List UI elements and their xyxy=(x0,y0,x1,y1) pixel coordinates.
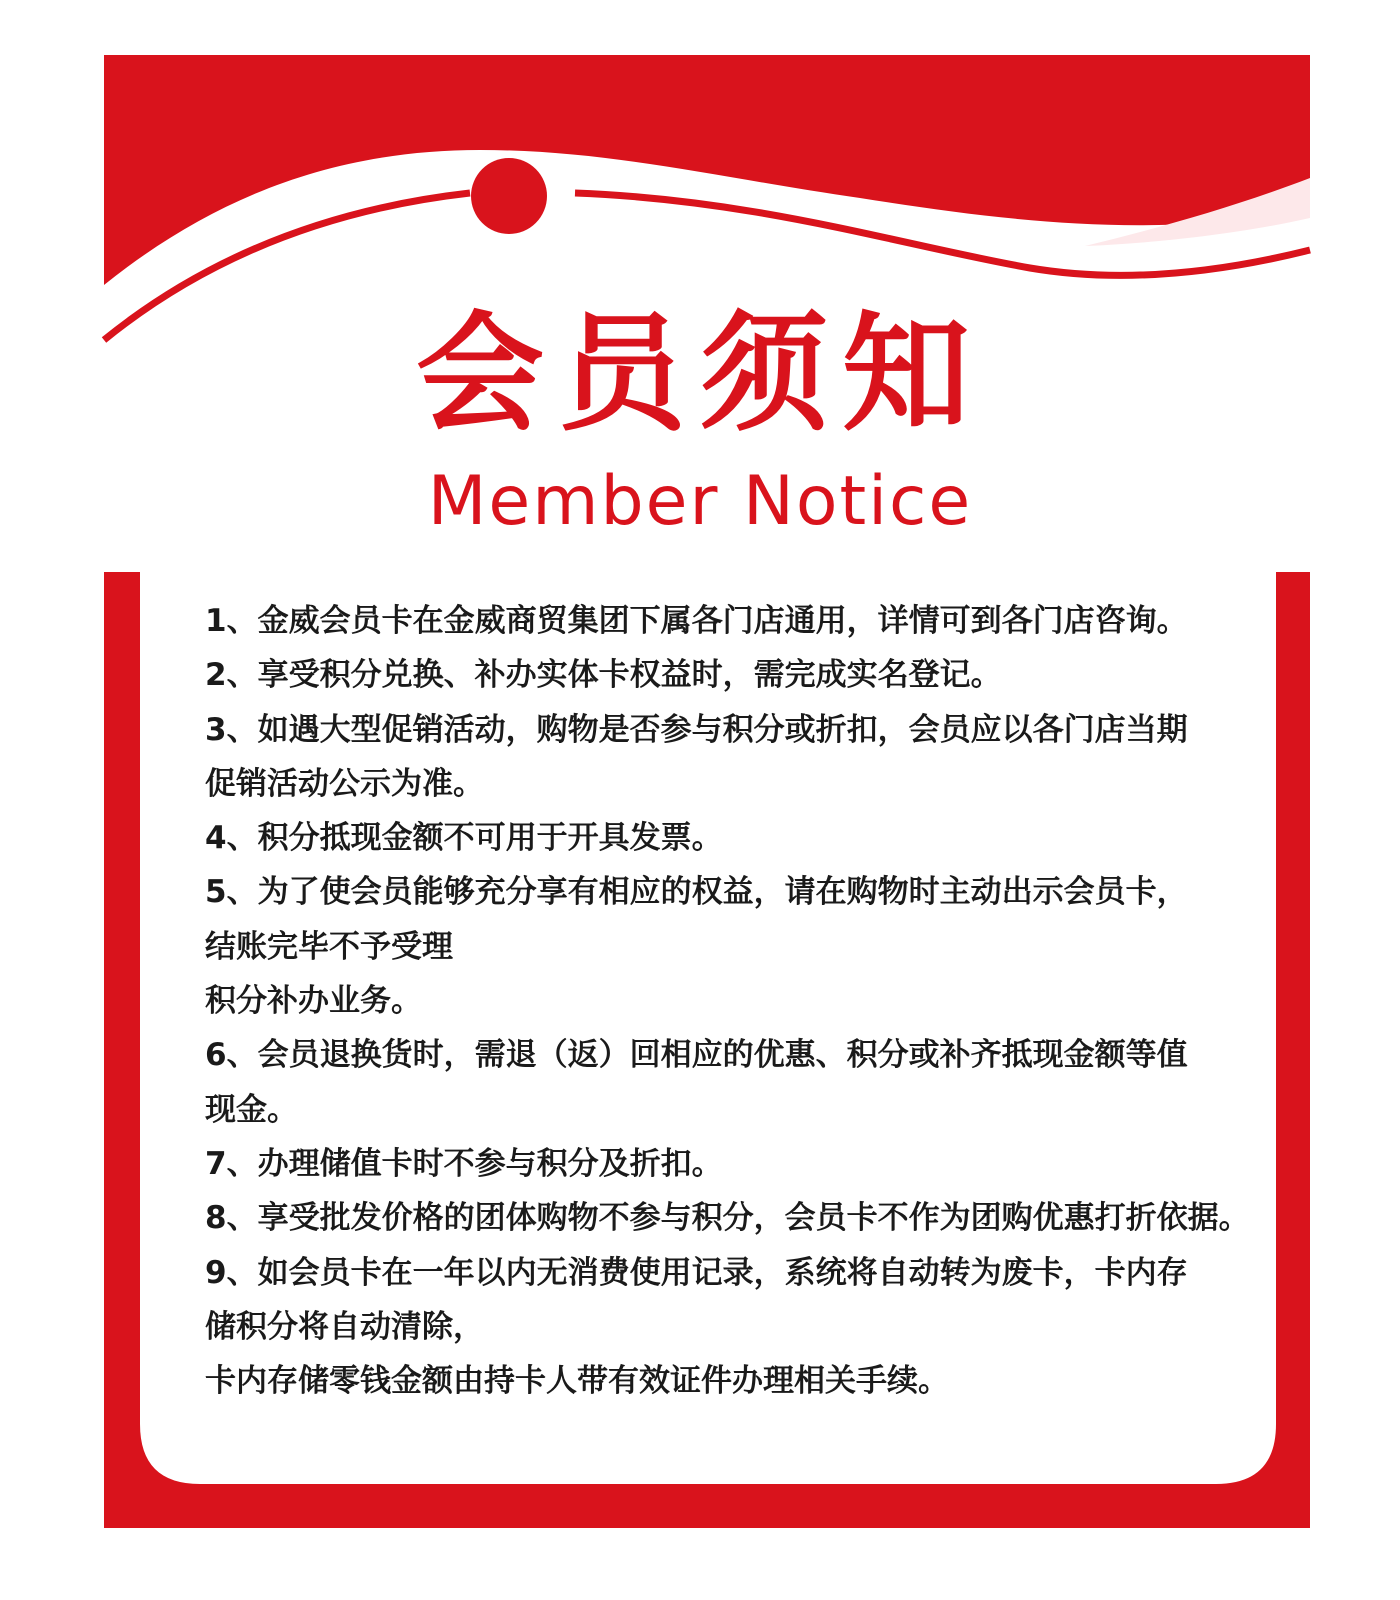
notice-line: 9、如会员卡在一年以内无消费使用记录，系统将自动转为废卡，卡内存 xyxy=(205,1254,1188,1291)
notice-line: 现金。 xyxy=(205,1091,298,1128)
title-chinese: 会员须知 xyxy=(415,300,984,449)
notice-line: 卡内存储零钱金额由持卡人带有效证件办理相关手续。 xyxy=(205,1363,949,1400)
red-dot xyxy=(471,158,547,234)
notice-line: 1、金威会员卡在金威商贸集团下属各门店通用，详情可到各门店咨询。 xyxy=(205,603,1188,639)
notice-line: 5、为了使会员能够充分享有相应的权益，请在购物时主动出示会员卡， xyxy=(205,874,1188,911)
notice-line: 结账完毕不予受理 xyxy=(205,928,453,965)
notice-line: 7、办理储值卡时不参与积分及折扣。 xyxy=(205,1145,723,1182)
notice-line: 促销活动公示为准。 xyxy=(205,765,484,802)
top-wave-band xyxy=(104,55,1310,285)
notice-line: 6、会员退换货时，需退（返）回相应的优惠、积分或补齐抵现金额等值 xyxy=(205,1037,1188,1074)
title-english: Member Notice xyxy=(427,462,973,541)
notice-line: 3、如遇大型促销活动，购物是否参与积分或折扣，会员应以各门店当期 xyxy=(205,711,1188,748)
notice-line: 积分补办业务。 xyxy=(205,983,422,1020)
notice-line: 储积分将自动清除， xyxy=(205,1308,484,1345)
notice-list xyxy=(205,594,1265,1408)
notice-line: 4、积分抵现金额不可用于开具发票。 xyxy=(205,820,723,857)
notice-line: 8、享受批发价格的团体购物不参与积分，会员卡不作为团购优惠打折依据。 xyxy=(205,1200,1250,1237)
notice-line: 2、享受积分兑换、补办实体卡权益时，需完成实名登记。 xyxy=(205,657,1002,694)
